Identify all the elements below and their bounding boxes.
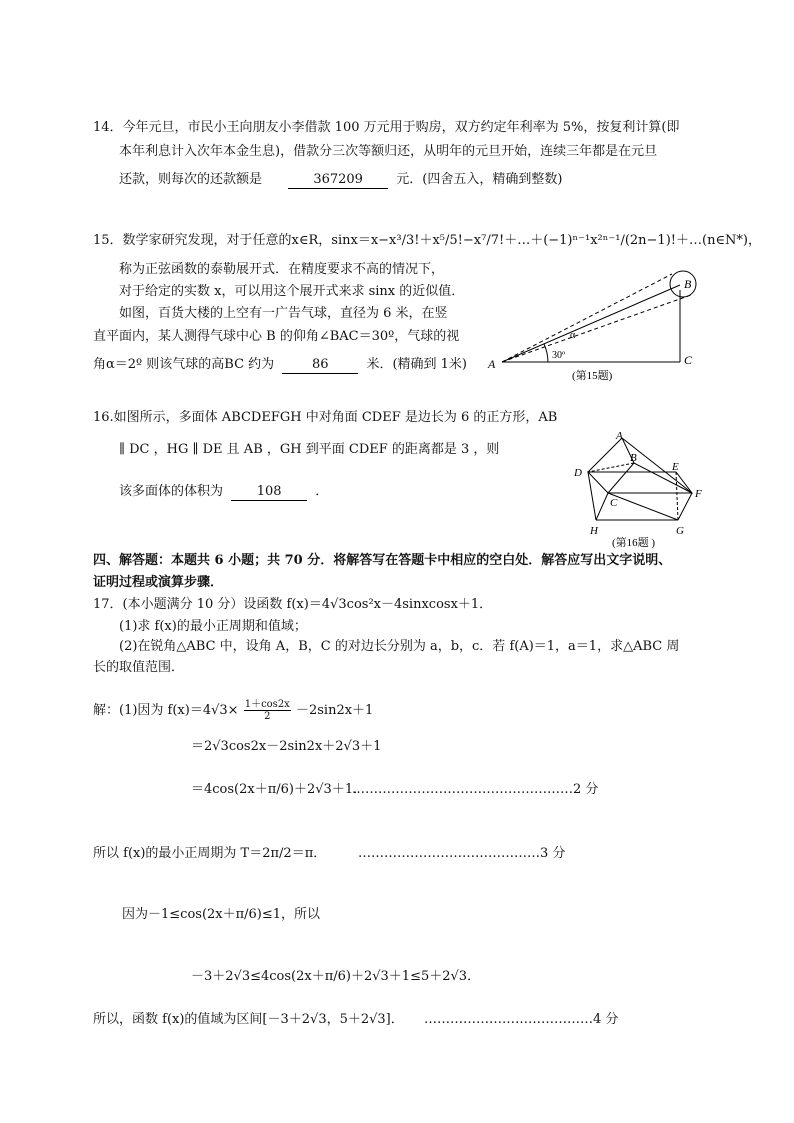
solution-step3-dots: ……………………………………………2 分: [352, 782, 599, 797]
fig15-caption: (第15题): [572, 370, 613, 382]
fig16-label-h: H: [590, 525, 598, 537]
q15-line6-post: 米．(精确到 1米): [366, 357, 468, 372]
fig16-caption: (第16题 ): [612, 537, 656, 549]
solution-step1: [93, 699, 373, 722]
solution-step6: －3＋2√3≤4cos(2x＋π/6)＋2√3＋1≤5＋2√3．: [191, 969, 481, 984]
solution-step1-fraction: [244, 699, 291, 722]
solution-step7: 所以，函数 f(x)的值域为区间[－3＋2√3，5＋2√3]．: [93, 1012, 404, 1027]
section4-line2: 证明过程或演算步骤．: [93, 575, 224, 590]
solution-step5: 因为－1≤cos(2x＋π/6)≤1，所以: [122, 907, 321, 922]
solution-step2: ＝2√3cos2x－2sin2x＋2√3＋1: [191, 739, 382, 754]
q15-line3: 对于给定的实数 x，可以用这个展开式来求 sinx 的近似值．: [119, 284, 465, 299]
solution-step1-pre: 解：(1)因为 f(x)＝4√3×: [93, 703, 239, 718]
fig15-label-alpha: α: [570, 330, 576, 341]
q15-answer: 86: [282, 357, 358, 374]
fig16-label-f: F: [695, 488, 702, 500]
q15-line4: 如图，百货大楼的上空有一广告气球，直径为 6 米，在竖: [119, 306, 448, 321]
fig15-label-angle: 30º: [552, 350, 566, 361]
fig16-label-b: B: [630, 452, 637, 464]
q15-line6: [93, 357, 467, 374]
fig15-tangent-upper: [502, 274, 672, 362]
fig16-edge-ge: [676, 472, 678, 520]
fig16-label-e: E: [672, 461, 679, 473]
fig15-balloon: [670, 271, 696, 297]
fig16-label-d: D: [574, 467, 582, 479]
solution-step1-denominator: 2: [264, 711, 271, 722]
solution-step4-dots: ……………………………………3 分: [358, 846, 566, 861]
q14-line1: 14．今年元旦，市民小王向朋友小李借款 100 万元用于购房，双方约定年利率为 5%，按复利计算(即: [93, 120, 680, 135]
section4-line1: 四、解答题：本题共 6 小题；共 70 分．将解答写在答题卡中相应的空白处．解答应写出文字说明、: [93, 553, 672, 568]
q17-line4: 长的取值范围．: [93, 660, 185, 675]
fig15-tangent-lower: [502, 295, 691, 362]
q17-line3: (2)在锐角△ABC 中，设角 A，B，C 的对边长分别为 a，b，c．若 f(A)＝1，a＝1，求△ABC 周: [119, 639, 680, 654]
q16-answer: 108: [231, 484, 307, 501]
q14-line3-post: 元．(四舍五入，精确到整数): [396, 172, 563, 187]
figure-16: [566, 428, 716, 550]
q16-line3: [119, 484, 328, 501]
solution-step3: ＝4cos(2x＋π/6)＋2√3＋1．: [191, 782, 367, 797]
fig16-edge-af: [622, 438, 692, 493]
fig15-angle-arc: [544, 344, 548, 362]
fig16-edge-gc: [608, 493, 678, 520]
fig16-edge-bf: [634, 463, 692, 493]
solution-step1-post: －2sin2x＋1: [295, 703, 374, 718]
q14-answer: 367209: [288, 172, 388, 189]
q16-line1: 16.如图所示，多面体 ABCDEFGH 中对角面 CDEF 是边长为 6 的正方形，AB: [93, 410, 558, 425]
q15-line5: 直平面内，某人测得气球中心 B 的仰角∠BAC＝30º，气球的视: [93, 329, 460, 344]
q15-formula: x∈R，sinx＝x−x³/3!＋x⁵/5!−x⁷/7!＋…＋(−1)ⁿ⁻¹x²ⁿ⁻¹/(2n−1)!＋…(n∈N*)，: [291, 233, 762, 248]
q15-line1: [93, 233, 761, 249]
fig15-label-c: C: [684, 353, 693, 367]
q14-line2: 本年利息计入次年本金生息)，借款分三次等额归还，从明年的元旦开始，连续三年都是在元旦: [119, 144, 658, 159]
q14-line3: [119, 172, 562, 189]
fig16-label-g: G: [676, 525, 684, 537]
fig16-edge-ad: [588, 438, 622, 472]
fig15-label-b: B: [684, 277, 692, 291]
q15-line6-pre: 角α＝2º 则该气球的高BC 约为: [93, 357, 275, 372]
q15-line2: 称为正弦函数的泰勒展开式．在精度要求不高的情况下，: [119, 262, 445, 277]
q16-line3-post: ．: [315, 484, 329, 499]
fig15-line-ab: [502, 285, 680, 362]
q16-line3-pre: 该多面体的体积为: [119, 484, 224, 499]
q16-line2: ∥ DC ，HG ∥ DE 且 AB ，GH 到平面 CDEF 的距离都是 3 ，则: [119, 442, 500, 457]
fig15-label-a: A: [488, 357, 496, 371]
q17-line2: (1)求 f(x)的最小正周期和值域；: [119, 619, 307, 634]
solution-step7-dots: …………………………………4 分: [424, 1012, 619, 1027]
q17-line1: 17．(本小题满分 10 分）设函数 f(x)＝4√3cos²x－4sinxcosx＋1．: [93, 597, 493, 612]
fig16-edge-hc: [596, 493, 608, 520]
fig16-label-c: C: [610, 497, 618, 509]
solution-step1-numerator: 1＋cos2x: [244, 699, 290, 710]
fig16-label-a: A: [616, 430, 623, 442]
fig16-edge-gf: [678, 493, 692, 520]
q15-line1-pre: 15．数学家研究发现，对于任意的: [93, 233, 292, 248]
solution-step4: 所以 f(x)的最小正周期为 T＝2π/2＝π．: [93, 846, 327, 861]
figure-15: [486, 262, 706, 384]
q14-line3-pre: 还款，则每次的还款额是: [119, 172, 263, 187]
